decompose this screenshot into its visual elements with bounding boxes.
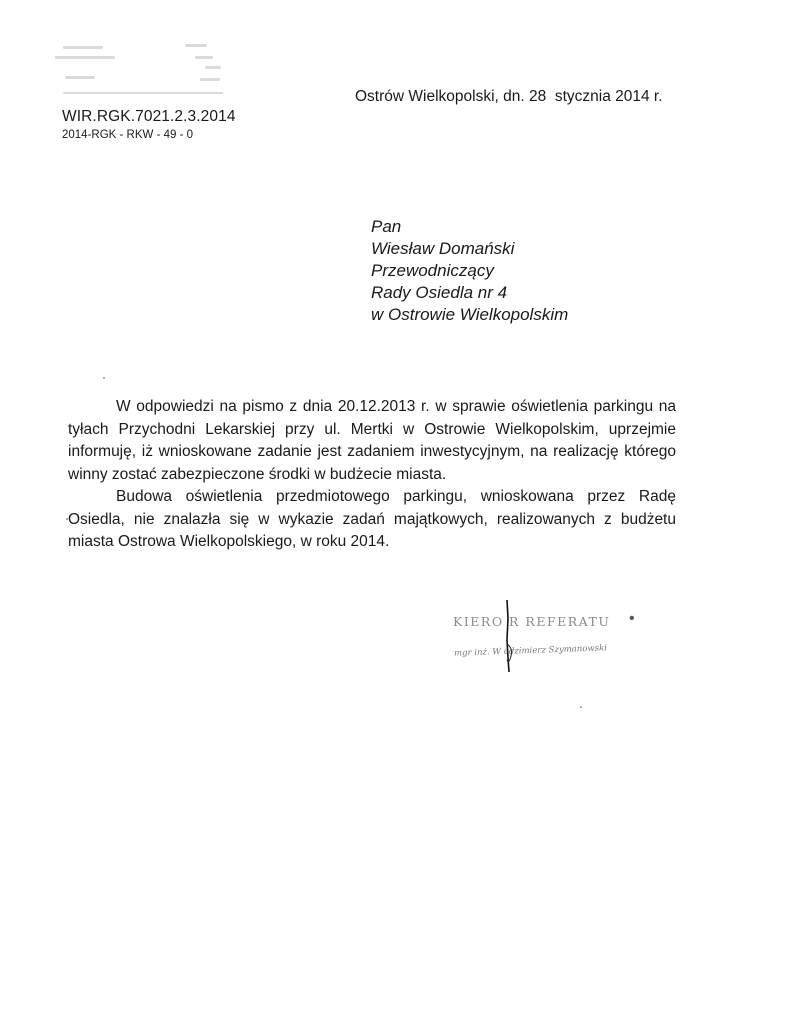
scan-speck [66,518,68,520]
faded-office-stamp [55,42,230,104]
addressee-position: Przewodniczący [371,261,494,280]
case-reference-number: WIR.RGK.7021.2.3.2014 [62,108,236,125]
addressee-salutation: Pan [371,217,402,236]
stamp-signatory-name: mgr inż. W odzimierz Szymanowski [453,643,608,659]
addressee-location: w Ostrowie Wielkopolskim [371,305,569,324]
scan-speck [580,706,582,708]
addressee-block [371,216,568,326]
signature-stamp [453,600,653,680]
body-paragraph-1: W odpowiedzi na pismo z dnia 20.12.2013 r. w sprawie oświetlenia parkingu na tyłach Przychodni Lekarskiej przy ul. Mertki w Ostrowie Wielkopolskim, uprzejmie informuję, iż wnioskowane zadanie jest zadaniem inwestycyjnym, na realizację którego winny zostać zabezpieczone środki w budżecie miasta. [68,398,676,483]
handwritten-signature [453,600,653,680]
body-paragraph-2: Budowa oświetlenia przedmiotowego parkingu, wnioskowana przez Radę Osiedla, nie znalazła się w wykazie zadań majątkowych, realizowanych z budżetu miasta Ostrowa Wielkopolskiego, w roku 2014. [68,488,676,550]
letter-body [68,396,676,554]
stamp-title: KIERO R REFERATU [453,614,611,629]
scan-speck [103,377,105,379]
place-and-date: Ostrów Wielkopolski, dn. 28 stycznia 2014 r. [355,88,663,105]
stamp-dot: • [629,610,635,627]
addressee-name: Wiesław Domański [371,239,515,258]
addressee-organization: Rady Osiedla nr 4 [371,283,508,302]
registry-number: 2014-RGK - RKW - 49 - 0 [62,129,194,141]
